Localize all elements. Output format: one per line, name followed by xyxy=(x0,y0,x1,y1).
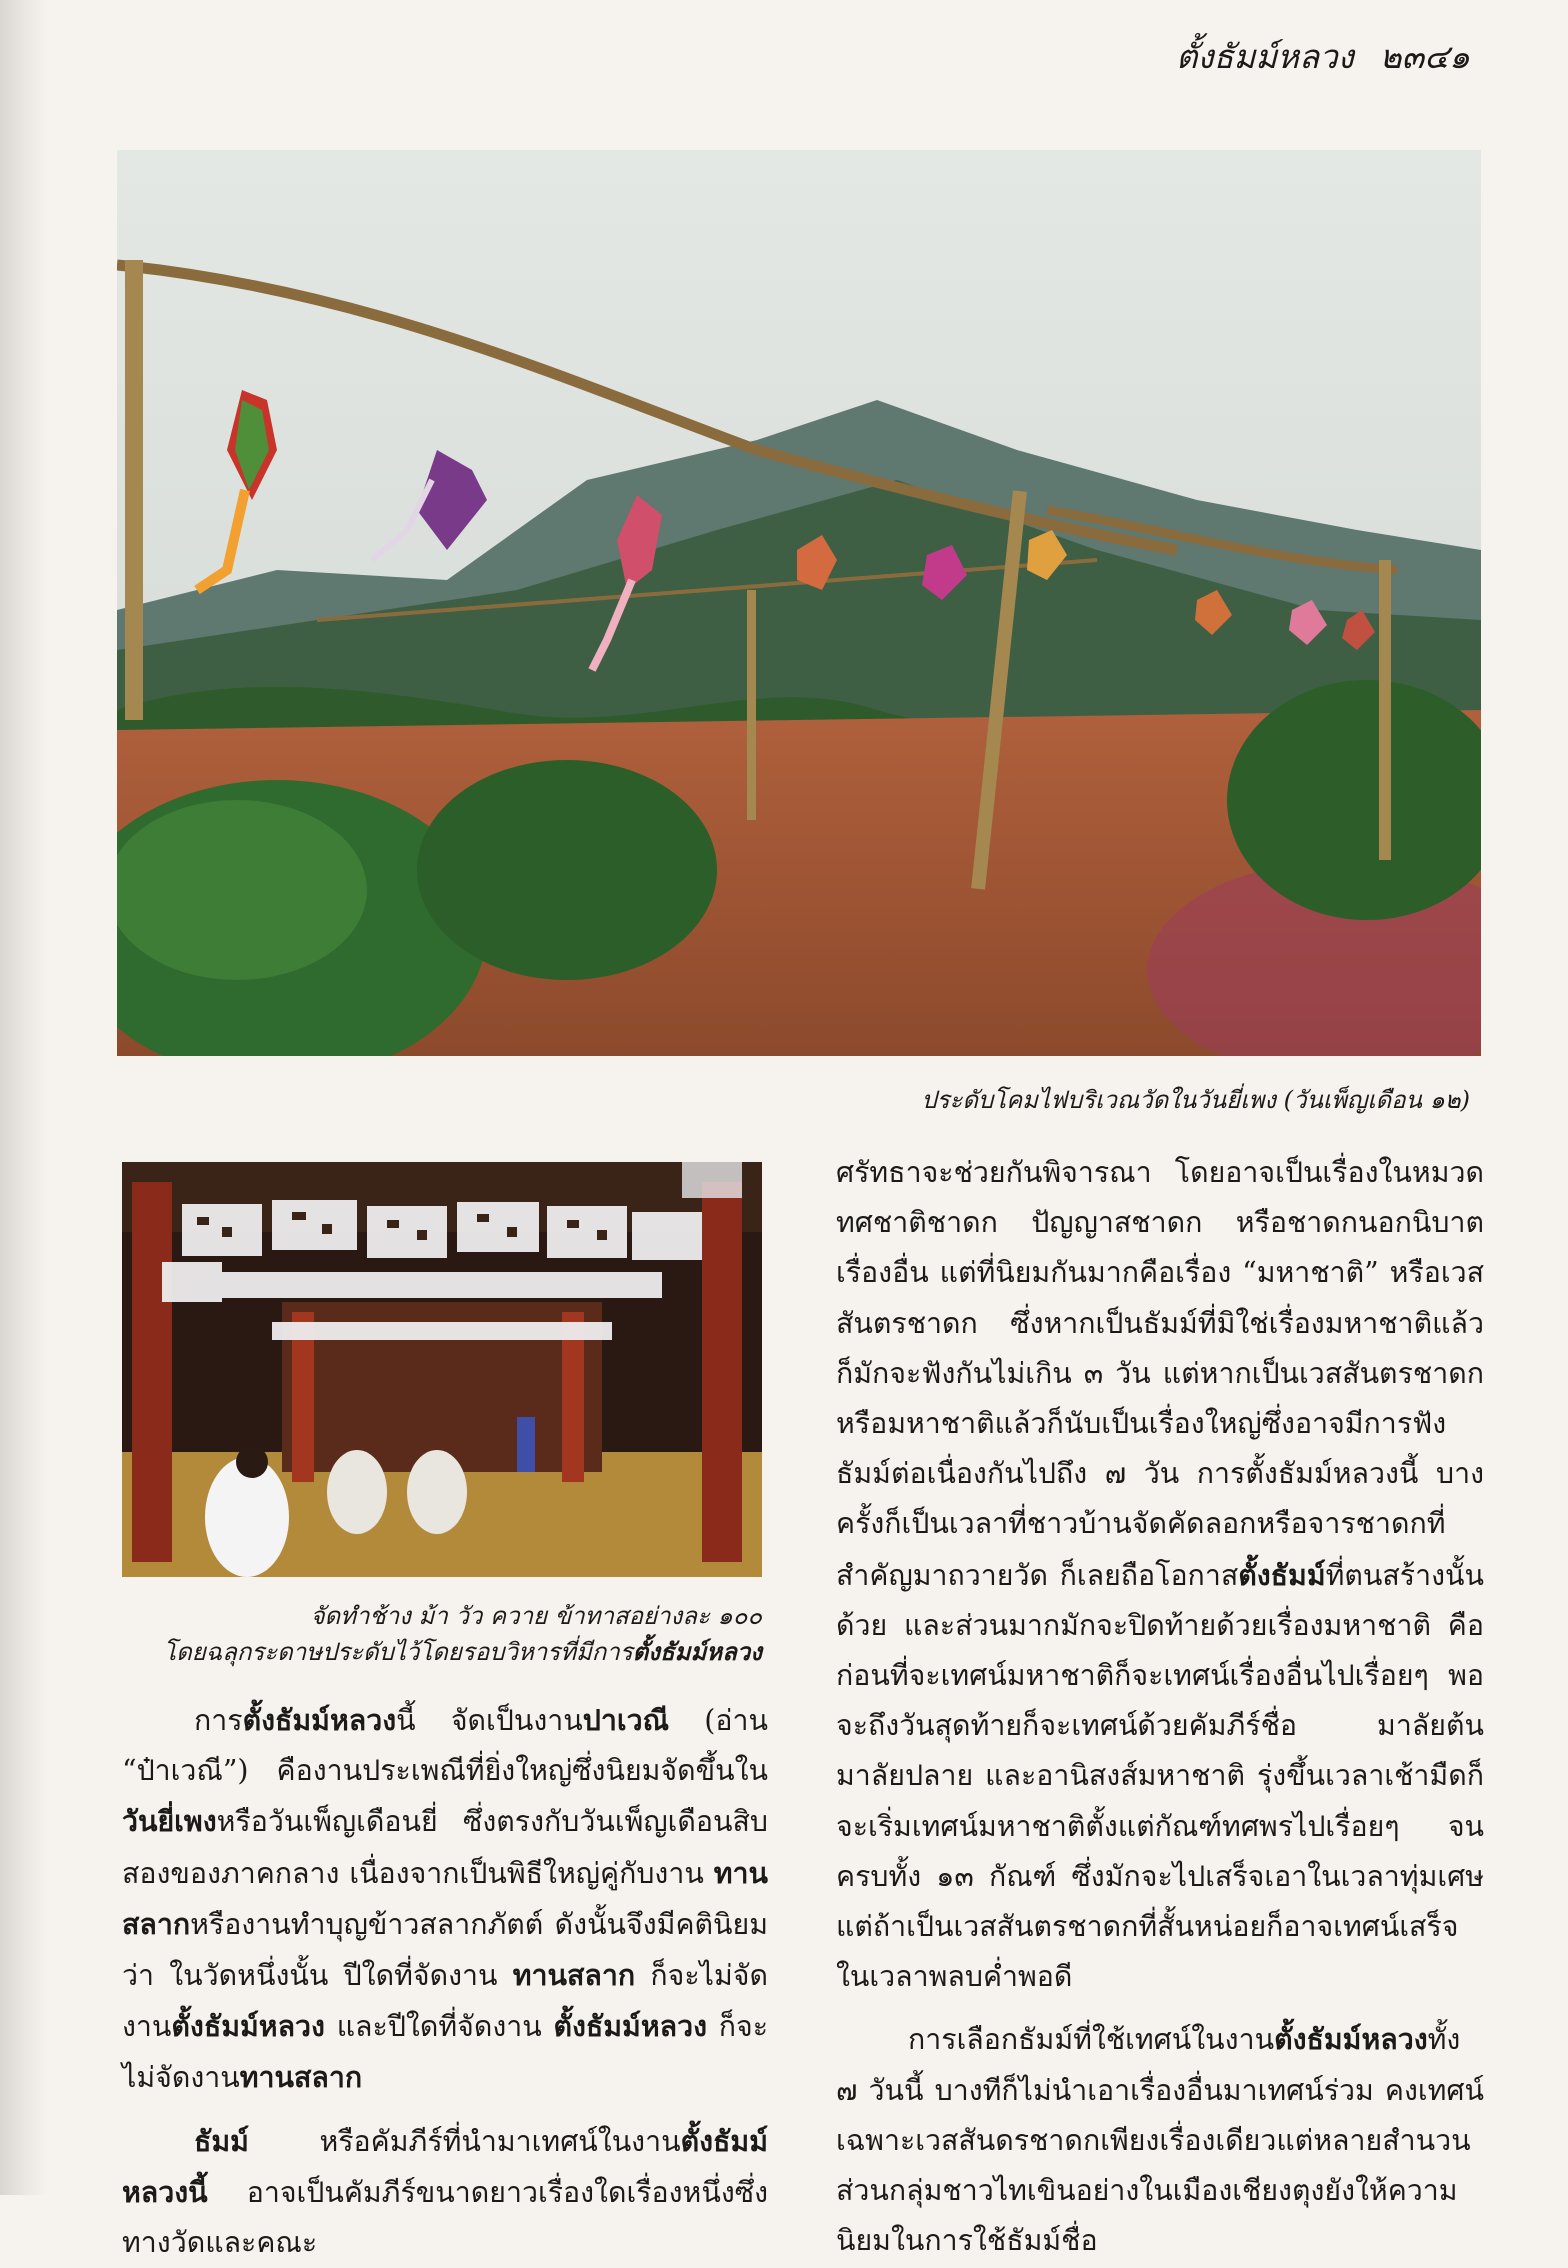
left-paragraph-2 xyxy=(122,2116,768,2268)
page-number: ๒๓๔๑ xyxy=(1379,37,1470,76)
bold-term: ตั้งธัมม์หลวง xyxy=(553,2009,708,2044)
text-run: หรือคัมภีร์ที่นำมาเทศน์ในงาน xyxy=(248,2124,681,2158)
text-run: ก็จะไม่จัดงาน xyxy=(122,2010,768,2095)
right-text-column xyxy=(836,1148,1484,2266)
text-run: การ xyxy=(194,1704,243,1737)
bold-term: นี้ xyxy=(188,2174,208,2209)
lantern-hillside-photo xyxy=(117,150,1481,1056)
temple-photo-caption xyxy=(122,1598,762,1670)
text-run: ทั้ง ๗ วันนี้ บางทีก็ไม่นำเอาเรื่องอื่นมาเทศน์ร่วม คงเทศน์เฉพาะเวสสันดรชาดกเพียงเรื่องเดียวแต่หลายสำนวน ส่วนกลุ่มชาวไทเขินอย่างในเมืองเชียงตุงยังให้ความนิยมในการใช้ธัมม์ชื่อ xyxy=(836,2023,1484,2258)
bold-term: ทานสลาก xyxy=(512,1958,636,1993)
bold-term: ทานสลาก xyxy=(239,2060,363,2095)
bold-term: ตั้งธัมม์หลวง xyxy=(122,2123,768,2209)
bold-term: ตั้งธัมม์หลวง xyxy=(171,2009,325,2044)
text-run: หรืองานทำบุญข้าวสลากภัตต์ ดังนั้นจึงมีคตินิยมว่า ในวัดหนึ่งนั้น ปีใดที่จัดงาน xyxy=(122,1907,768,1993)
top-photo-caption: ประดับโคมไฟบริเวณวัดในวันยี่เพง (วันเพ็ญเดือน ๑๒) xyxy=(921,1086,1470,1114)
text-run: นี้ จัดเป็นงาน xyxy=(396,1704,583,1737)
bold-term: ทานสลาก xyxy=(122,1855,768,1941)
bold-term: ธัมม์ xyxy=(194,2123,249,2158)
temple-caption-bold-term: ตั้งธัมม์หลวง xyxy=(632,1637,762,1666)
text-run: ที่ตนสร้างนั้นด้วย และส่วนมากมักจะปิดท้ายด้วยเรื่องมหาชาติ คือก่อนที่จะเทศน์มหาชาติก็จะเทศน์เรื่องอื่นไปเรื่อยๆ พอจะถึงวันสุดท้ายก็จะเทศน์ด้วยคัมภีร์ชื่อ มาลัยต้น มาลัยปลาย และอานิสงส์มหาชาติ รุ่งขึ้นเวลาเช้ามืดก็จะเริ่มเทศน์มหาชาติตั้งแต่กัณฑ์ทศพรไปเรื่อยๆ จนครบทั้ง ๑๓ กัณฑ์ ซึ่งมักจะไปเสร็จเอาในเวลาทุ่มเศษ แต่ถ้าเป็นเวสสันตรชาดกที่สั้นหน่อยก็อาจเทศน์เสร็จในเวลาพลบค่ำพอดี xyxy=(836,1558,1484,1994)
right-paragraph-2 xyxy=(836,2014,1484,2266)
running-header-title: ตั้งธัมม์หลวง xyxy=(1175,37,1354,76)
left-text-column xyxy=(122,1695,768,2268)
running-header xyxy=(1176,30,1470,83)
bold-term: วันยี่เพง xyxy=(122,1804,217,1839)
right-paragraph-1 xyxy=(836,1148,1484,2002)
left-paragraph-1 xyxy=(122,1695,768,2104)
book-spine-gutter xyxy=(0,0,48,2195)
text-run: หรือวันเพ็ญเดือนยี่ ซึ่งตรงกับวันเพ็ญเดือนสิบสองของภาคกลาง เนื่องจากเป็นพิธีใหญ่คู่กับงาน xyxy=(122,1805,768,1890)
temple-caption-line-2 xyxy=(122,1634,762,1670)
bold-term: ตั้งธัมม์ xyxy=(1238,1557,1326,1592)
text-run: และปีใดที่จัดงาน xyxy=(324,2010,554,2044)
text-run: ศรัทธาจะช่วยกันพิจารณา โดยอาจเป็นเรื่องในหมวด ทศชาติชาดก ปัญญาสชาดก หรือชาดกนอกนิบาตเรื่องอื่น แต่ที่นิยมกันมากคือเรื่อง “มหาชาติ” หรือเวสสันตรชาดก ซึ่งหากเป็นธัมม์ที่มิใช่เรื่องมหาชาติแล้ว ก็มักจะฟังกันไม่เกิน ๓ วัน แต่หากเป็นเวสสันตรชาดกหรือมหาชาติแล้วก็นับเป็นเรื่องใหญ่ซึ่งอาจมีการฟังธัมม์ต่อเนื่องกันไปถึง ๗ วัน การตั้งธัมม์หลวงนี้ บางครั้งก็เป็นเวลาที่ชาวบ้านจัดคัดลอกหรือจารชาดกที่สำคัญมาถวายวัด ก็เลยถือโอกาส xyxy=(836,1156,1484,1592)
temple-caption-text: โดยฉลุกระดาษประดับไว้โดยรอบวิหารที่มีการ xyxy=(163,1638,633,1666)
temple-interior-photo xyxy=(122,1162,762,1577)
temple-interior-illustration xyxy=(122,1162,762,1577)
text-run: อาจเป็นคัมภีร์ขนาดยาวเรื่องใดเรื่องหนึ่งซึ่งทางวัดและคณะ xyxy=(122,2175,768,2260)
bold-term: ตั้งธัมม์หลวง xyxy=(1274,2022,1428,2057)
bold-term: ปาเวณี xyxy=(582,1703,670,1737)
text-run: การเลือกธัมม์ที่ใช้เทศน์ในงาน xyxy=(908,2023,1275,2057)
bold-term: ตั้งธัมม์หลวง xyxy=(242,1703,397,1737)
lantern-hillside-illustration xyxy=(117,150,1481,1056)
text-run: ก็จะไม่จัดงาน xyxy=(122,1959,769,2044)
temple-caption-line-1: จัดทำช้าง ม้า วัว ควาย ข้าทาสอย่างละ ๑๐๐ xyxy=(310,1602,762,1630)
text-run: (อ่าน “ป๋าเวณี”) คืองานประเพณีที่ยิ่งใหญ่ซึ่งนิยมจัดขึ้นใน xyxy=(122,1704,768,1788)
